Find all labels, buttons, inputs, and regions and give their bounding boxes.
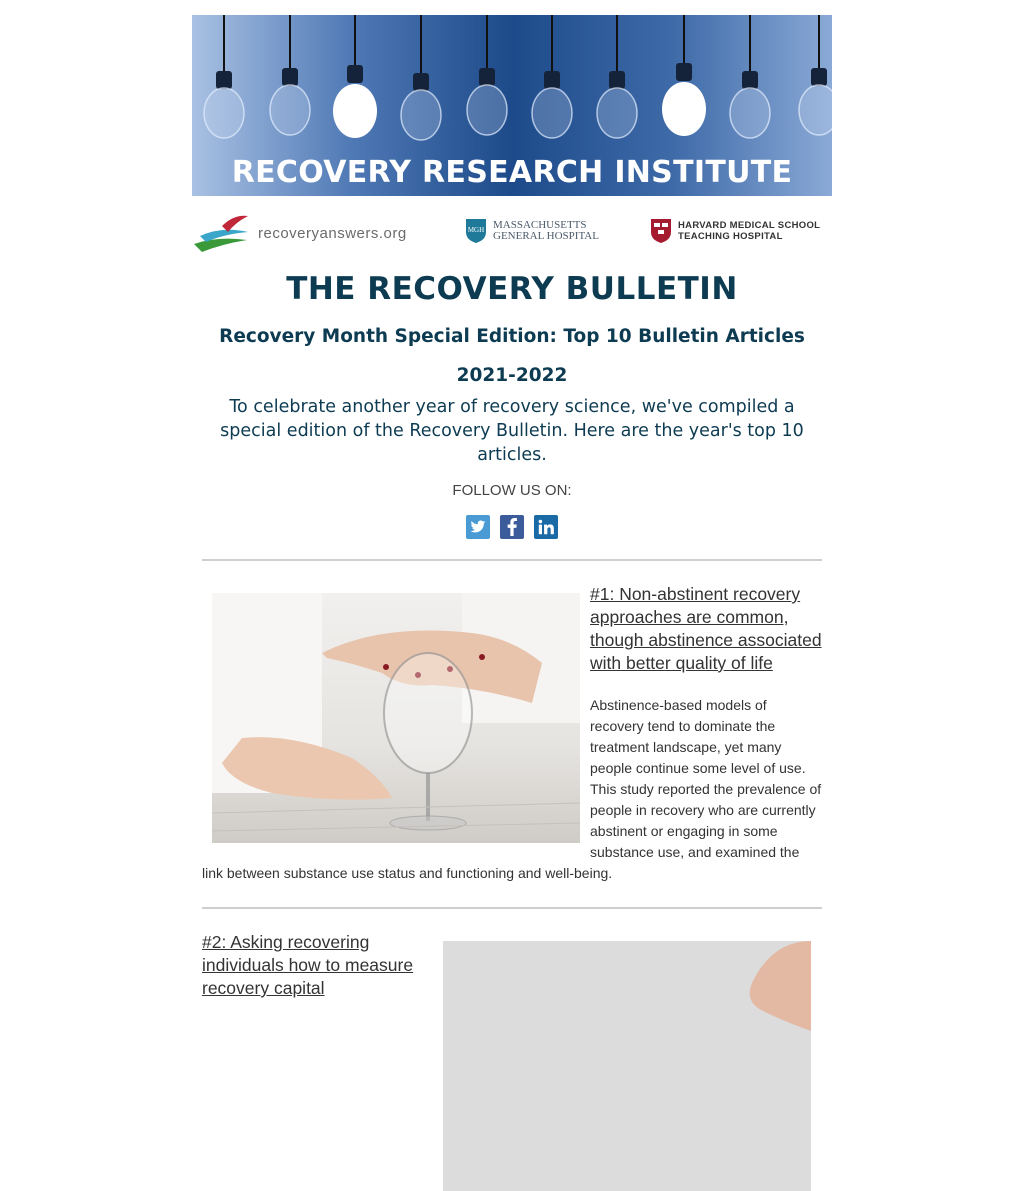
article-1-image[interactable]	[212, 593, 580, 843]
article-1-summary: Abstinence-based models of recovery tend to dominate the treatment landscape, yet many people continue some level of use. This study reported the prevalence of people in recovery who are currently abstinent or engaging in some substance use, and examined the link between substance use status and functioning and well-being.	[202, 697, 822, 881]
light-bulbs-illustration	[192, 15, 832, 155]
bulletin-title: THE RECOVERY BULLETIN	[286, 271, 738, 307]
svg-text:MGH: MGH	[467, 226, 485, 234]
mgh-shield-icon	[465, 218, 487, 244]
mgh-line1: MASSACHUSETTS	[493, 219, 587, 231]
hms-line2: TEACHING HOSPITAL	[678, 231, 783, 242]
intro-text: To celebrate another year of recovery science, we've compiled a special edition of the Recovery Bulletin. Here are the year's top 10 articles.	[220, 397, 804, 465]
twitter-icon[interactable]	[466, 515, 490, 539]
social-links	[192, 515, 832, 539]
partner-logos	[192, 196, 832, 256]
mgh-logo[interactable]	[465, 218, 599, 244]
article-2-title-link[interactable]: #2: Asking recovering individuals how to measure recovery capital	[202, 932, 414, 998]
hms-logo[interactable]	[650, 218, 820, 244]
article-2-image[interactable]	[443, 941, 811, 1191]
recoveryanswers-logo[interactable]	[192, 214, 407, 252]
mgh-line2: GENERAL HOSPITAL	[493, 230, 599, 242]
recoveryanswers-swoosh-icon	[192, 214, 250, 252]
harvard-shield-icon	[650, 218, 672, 244]
recoveryanswers-text: recoveryanswers.org	[258, 224, 407, 242]
facebook-icon[interactable]	[500, 515, 524, 539]
hms-line1: HARVARD MEDICAL SCHOOL	[678, 220, 821, 231]
article-1-title-link[interactable]: #1: Non-abstinent recovery approaches are common, though abstinence associated with better quality of life	[590, 584, 822, 673]
linkedin-icon[interactable]	[534, 515, 558, 539]
institute-title: RECOVERY RESEARCH INSTITUTE	[231, 155, 793, 190]
article-2	[192, 909, 832, 1000]
article-1	[192, 561, 832, 884]
header-banner	[192, 15, 832, 196]
newsletter	[192, 0, 832, 1000]
edition-title: Recovery Month Special Edition: Top 10 Bulletin Articles 2021-2022	[219, 326, 805, 386]
follow-label: FOLLOW US ON:	[452, 482, 572, 499]
